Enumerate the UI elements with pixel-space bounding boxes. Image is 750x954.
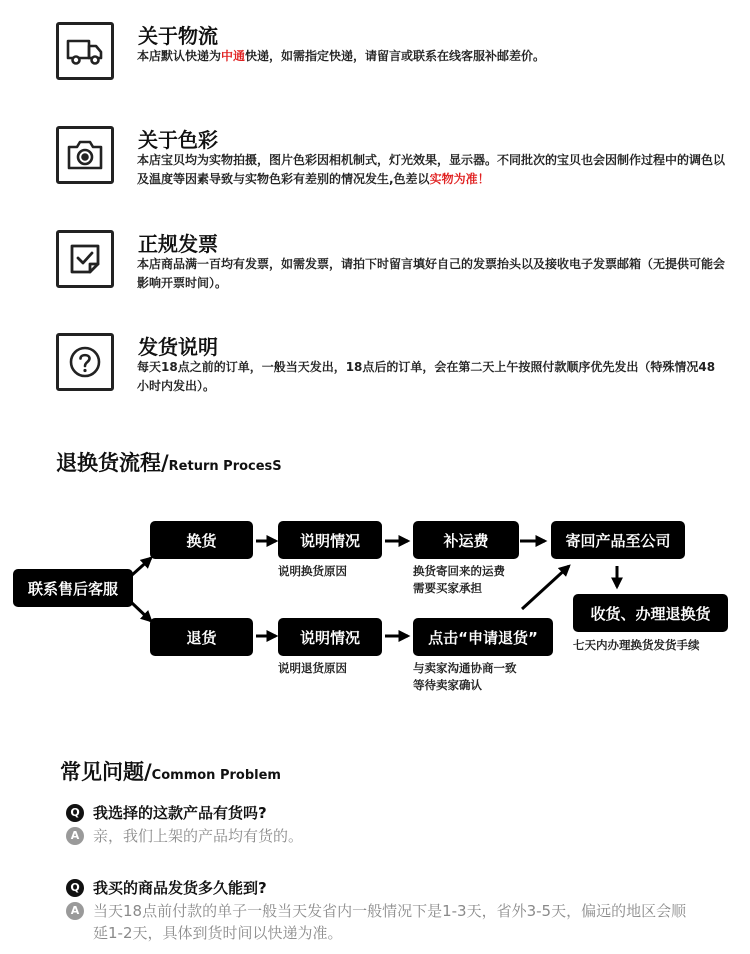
note-seven-days: 七天内办理换货发货手续	[573, 638, 700, 652]
note-refund-reason: 说明退货原因	[278, 661, 347, 675]
step-return-product: 寄回产品至公司	[551, 521, 685, 559]
answer-badge-icon: A	[66, 902, 84, 920]
arrow-up-right	[132, 558, 151, 575]
return-process-subtitle: Return ProcesS	[168, 459, 282, 474]
step-apply-refund: 点击“申请退货”	[413, 618, 553, 656]
info-title: 关于物流	[138, 24, 218, 48]
info-description: 本店默认快递为中通快递，如需指定快递，请留言或联系在线客服补邮差价。	[137, 49, 546, 63]
step-explain-refund: 说明情况	[278, 618, 382, 656]
question-badge-icon: Q	[66, 804, 84, 822]
faq-subtitle: Common Problem	[151, 768, 281, 783]
step-contact-service: 联系售后客服	[13, 569, 133, 607]
step-explain-exchange: 说明情况	[278, 521, 382, 559]
step-refund: 退货	[150, 618, 253, 656]
step-exchange: 换货	[150, 521, 253, 559]
faq-question: Q 我买的商品发货多久能到?	[66, 877, 267, 898]
return-process-title: 退换货流程/Return ProcesS	[56, 451, 282, 475]
note-negotiate: 与卖家沟通协商一致 等待卖家确认	[413, 661, 517, 692]
answer-badge-icon: A	[66, 827, 84, 845]
arrow-down-right	[132, 603, 151, 621]
question-badge-icon: Q	[66, 879, 84, 897]
step-pay-freight: 补运费	[413, 521, 519, 559]
info-title: 关于色彩	[138, 128, 218, 152]
faq-title: 常见问题/Common Problem	[60, 760, 281, 784]
info-description: 每天18点之前的订单，一般当天发出，18点后的订单，会在第二天上午按照付款顺序优先发出（特殊情况48小时内发出）。	[137, 360, 716, 393]
step-receive-process: 收货、办理退换货	[573, 594, 728, 632]
arrow-diagonal	[522, 566, 569, 609]
faq-question: Q 我选择的这款产品有货吗?	[66, 802, 267, 823]
faq-answer: A 亲，我们上架的产品均有货的。	[66, 825, 693, 847]
info-title: 发货说明	[138, 335, 218, 359]
info-title: 正规发票	[138, 232, 218, 256]
note-exchange-reason: 说明换货原因	[278, 564, 347, 578]
faq-answer: A 当天18点前付款的单子一般当天发省内一般情况下是1-3天，省外3-5天，偏远的地区会顺延1-2天，具体到货时间以快递为准。	[66, 900, 693, 944]
info-description: 本店商品满一百均有发票，如需发票，请拍下时留言填好自己的发票抬头以及接收电子发票邮箱（无提供可能会影响开票时间）。	[137, 257, 726, 290]
info-description: 本店宝贝均为实物拍摄，图片色彩因相机制式，灯光效果，显示器。不同批次的宝贝也会因制作过程中的调色以及温度等因素导致与实物色彩有差别的情况发生,色差以实物为准！	[137, 153, 726, 186]
note-freight: 换货寄回来的运费 需要买家承担	[413, 564, 505, 595]
